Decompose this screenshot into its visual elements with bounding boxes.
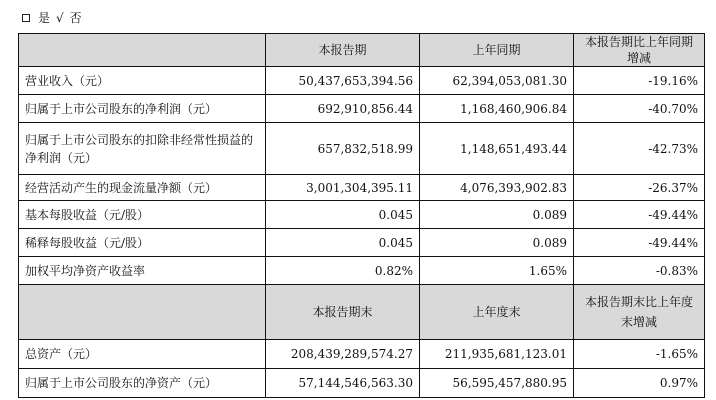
subheader-cell-prior-year-end: 上年度末 — [420, 285, 574, 340]
financial-data-table — [18, 33, 705, 398]
previous-value: 1,168,460,906.84 — [420, 95, 574, 123]
row-label: 总资产（元） — [19, 340, 266, 369]
change-value: -26.37% — [574, 175, 705, 201]
subheader-cell-change: 本报告期末比上年度末增减 — [574, 285, 705, 340]
change-value: 0.97% — [574, 369, 705, 398]
table-header-row — [19, 34, 705, 67]
table-row — [19, 257, 705, 285]
table-row — [19, 67, 705, 95]
row-label: 归属于上市公司股东的扣除非经常性损益的净利润（元） — [19, 123, 266, 175]
change-value: -19.16% — [574, 67, 705, 95]
current-value: 0.045 — [266, 201, 420, 229]
change-value: -40.70% — [574, 95, 705, 123]
table-row — [19, 95, 705, 123]
row-label: 经营活动产生的现金流量净额（元） — [19, 175, 266, 201]
row-label: 营业收入（元） — [19, 67, 266, 95]
current-value: 692,910,856.44 — [266, 95, 420, 123]
subheader-cell-period-end: 本报告期末 — [266, 285, 420, 340]
previous-value: 56,595,457,880.95 — [420, 369, 574, 398]
row-label: 稀释每股收益（元/股） — [19, 229, 266, 257]
table-row — [19, 340, 705, 369]
current-value: 208,439,289,574.27 — [266, 340, 420, 369]
unchecked-box-icon — [22, 14, 30, 22]
row-label: 归属于上市公司股东的净利润（元） — [19, 95, 266, 123]
change-value: -1.65% — [574, 340, 705, 369]
previous-value: 211,935,681,123.01 — [420, 340, 574, 369]
row-label: 基本每股收益（元/股） — [19, 201, 266, 229]
table-row — [19, 229, 705, 257]
table-row — [19, 123, 705, 175]
previous-value: 0.089 — [420, 201, 574, 229]
change-value: -42.73% — [574, 123, 705, 175]
no-option-label: 否 — [69, 11, 82, 25]
header-cell-item — [19, 34, 266, 67]
previous-value: 1,148,651,493.44 — [420, 123, 574, 175]
yes-option-label: 是 — [38, 11, 51, 25]
table-row — [19, 201, 705, 229]
header-cell-current-period: 本报告期 — [266, 34, 420, 67]
current-value: 50,437,653,394.56 — [266, 67, 420, 95]
change-value: -49.44% — [574, 201, 705, 229]
row-label: 归属于上市公司股东的净资产（元） — [19, 369, 266, 398]
table-subheader-row — [19, 285, 705, 340]
change-value: -0.83% — [574, 257, 705, 285]
previous-value: 4,076,393,902.83 — [420, 175, 574, 201]
header-cell-prior-period: 上年同期 — [420, 34, 574, 67]
current-value: 0.045 — [266, 229, 420, 257]
header-cell-change: 本报告期比上年同期增减 — [574, 34, 705, 67]
subheader-cell-item — [19, 285, 266, 340]
change-value: -49.44% — [574, 229, 705, 257]
current-value: 0.82% — [266, 257, 420, 285]
table-row — [19, 369, 705, 398]
current-value: 57,144,546,563.30 — [266, 369, 420, 398]
current-value: 3,001,304,395.11 — [266, 175, 420, 201]
previous-value: 0.089 — [420, 229, 574, 257]
previous-value: 1.65% — [420, 257, 574, 285]
yes-no-indicator — [22, 11, 82, 25]
row-label: 加权平均净资产收益率 — [19, 257, 266, 285]
table-row — [19, 175, 705, 201]
current-value: 657,832,518.99 — [266, 123, 420, 175]
check-mark-icon: √ — [56, 11, 64, 25]
previous-value: 62,394,053,081.30 — [420, 67, 574, 95]
financial-data-table-wrapper — [18, 33, 704, 392]
